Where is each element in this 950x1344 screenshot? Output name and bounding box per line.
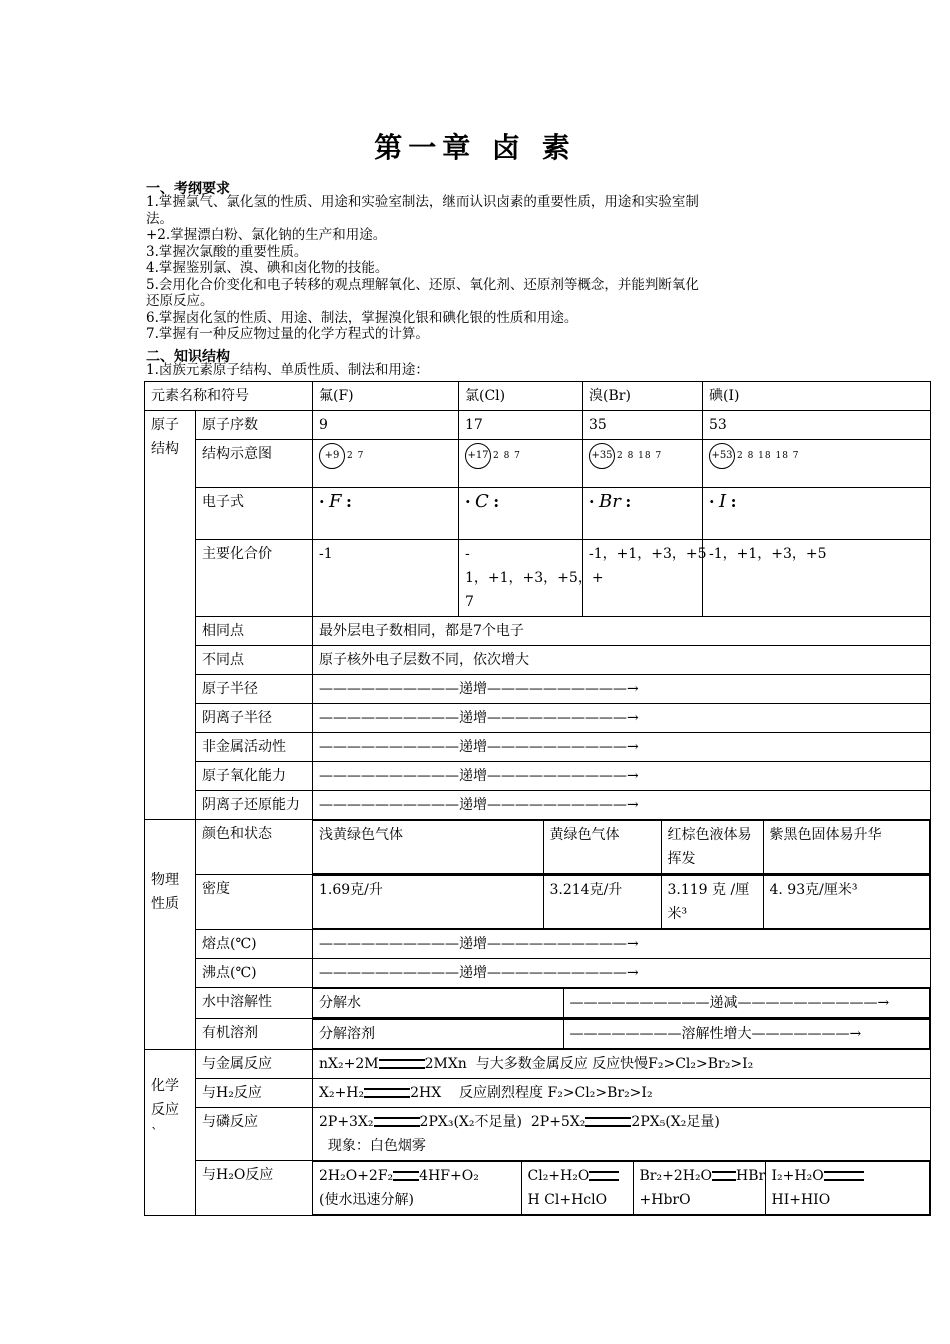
table-cell: 35: [583, 411, 703, 440]
density-row: [313, 875, 931, 930]
requirement-line: 4.掌握鉴别氯、溴、碘和卤化物的技能。: [146, 260, 389, 276]
shell-numbers: 2 7: [347, 451, 365, 461]
requirement-line: +2.掌握漂白粉、氯化钠的生产和用途。: [146, 227, 387, 243]
equation-left: X₂+H₂: [319, 1085, 365, 1101]
table-cell: - 1，+1，+3，+5，+ 7: [459, 540, 583, 617]
header-cell: 溴(Br): [583, 382, 703, 411]
color-row: [313, 820, 931, 875]
trend-arrow: ——————————递增——————————→: [313, 733, 931, 762]
nucleus-icon: +17: [465, 443, 491, 469]
table-cell: -1，+1，+3，+5: [703, 540, 931, 617]
electron-formula: · I :: [703, 488, 931, 540]
requirements-list: [146, 194, 816, 343]
table-cell: 原子核外电子层数不同，依次增大: [313, 646, 931, 675]
equation-cell: [313, 1108, 931, 1161]
header-cell: 元素名称和符号: [145, 382, 313, 411]
electron-formula: · C :: [459, 488, 583, 540]
row-label: 密度: [196, 875, 313, 930]
table-cell: 分解溶剂: [313, 1020, 563, 1049]
table-cell: 红棕色液体易挥发: [661, 821, 763, 874]
trend-arrow: ——————————递增——————————→: [313, 675, 931, 704]
nucleus-icon: +9: [319, 443, 345, 469]
electron-formula: · F :: [313, 488, 459, 540]
requirement-line: 1.掌握氯气、氯化氢的性质、用途和实验室制法，继而认识卤素的重要性质，用途和实验室制: [146, 194, 699, 210]
row-label: 电子式: [196, 488, 313, 540]
element-symbol: Br: [599, 491, 621, 512]
trend-arrow: ——————————递增——————————→: [313, 930, 931, 959]
header-cell: 氯(Cl): [459, 382, 583, 411]
table-cell: -1，+1，+3，+5: [583, 540, 703, 617]
requirement-line: 还原反应。: [146, 293, 214, 309]
equation-note: (使水迅速分解): [319, 1192, 414, 1208]
trend-arrow: ——————————递增——————————→: [313, 959, 931, 988]
table-intro: 1.卤族元素原子结构、单质性质、制法和用途：: [146, 362, 429, 378]
atom-diagram: [703, 440, 931, 488]
row-label: 相同点: [196, 617, 313, 646]
equation-cell: [633, 1162, 765, 1215]
header-cell: 氟(F): [313, 382, 459, 411]
table-cell: 9: [313, 411, 459, 440]
row-label: 原子氧化能力: [196, 762, 313, 791]
equation-cell: [313, 1079, 931, 1108]
group-label-atomic: 原子结构: [145, 411, 196, 820]
equation-right: +HbrO: [639, 1192, 691, 1208]
equation-right: 4HF+O₂: [419, 1168, 479, 1184]
equation-cell: [313, 1050, 931, 1079]
equation-left: 2P+3X₂: [319, 1114, 374, 1130]
trend-arrow: ——————————递增——————————→: [313, 791, 931, 820]
equals-sign-icon: [589, 1171, 619, 1181]
group-label-mark: `: [151, 1126, 158, 1142]
equation-right: HI+HIO: [771, 1192, 831, 1208]
row-label: 与H₂反应: [196, 1079, 313, 1108]
trend-arrow: ——————————递增——————————→: [313, 762, 931, 791]
row-label: 阴离子半径: [196, 704, 313, 733]
table-cell: 最外层电子数相同，都是7个电子: [313, 617, 931, 646]
row-label: 有机溶剂: [196, 1019, 313, 1050]
equation-left: I₂+H₂O: [771, 1168, 824, 1184]
section-heading-structure: 二、知识结构: [146, 349, 230, 365]
water-reaction-row: [313, 1161, 931, 1216]
equals-sign-icon: [712, 1171, 736, 1181]
table-cell: 紫黑色固体易升华: [763, 821, 930, 874]
shell-numbers: 2 8 7: [493, 451, 521, 461]
header-cell: 碘(I): [703, 382, 931, 411]
shell-numbers: 2 8 18 7: [617, 451, 663, 461]
equation-note: 与大多数金属反应 反应快慢F₂>Cl₂>Br₂>I₂: [475, 1056, 754, 1072]
section-heading-requirements: 一、考纲要求: [146, 181, 230, 197]
electron-formula: · Br :: [583, 488, 703, 540]
table-cell: 3.119 克 /厘米³: [661, 876, 763, 929]
group-label-text: 化学反应: [151, 1078, 179, 1118]
row-label: 颜色和状态: [196, 820, 313, 875]
requirement-line: 3.掌握次氯酸的重要性质。: [146, 243, 308, 260]
equation-cell: [521, 1162, 633, 1215]
equation-cell: [313, 1162, 521, 1215]
equation-left: Cl₂+H₂O: [527, 1168, 590, 1184]
equation-left: 2H₂O+2F₂: [319, 1168, 394, 1184]
row-label: 结构示意图: [196, 440, 313, 488]
row-label: 主要化合价: [196, 540, 313, 617]
table-cell: 53: [703, 411, 931, 440]
equation-right: HBr: [736, 1168, 766, 1184]
group-label-physical: 物理性质: [145, 820, 196, 1050]
equals-sign-icon: [379, 1059, 425, 1069]
table-cell: 4. 93克/厘米³: [763, 876, 930, 929]
row-label: 阴离子还原能力: [196, 791, 313, 820]
trend-arrow: ————————溶解性增大———————→: [563, 1020, 930, 1049]
atom-diagram: [459, 440, 583, 488]
equals-sign-icon: [824, 1171, 864, 1181]
equals-sign-icon: [364, 1088, 410, 1098]
row-label: 不同点: [196, 646, 313, 675]
equals-sign-icon: [585, 1117, 631, 1127]
equation-left: 2P+5X₂: [530, 1114, 586, 1130]
trend-arrow: ——————————递减——————————→: [563, 989, 930, 1018]
requirement-line: 5.会用化合价变化和电子转移的观点理解氧化、还原、氧化剂、还原剂等概念，并能判断氧化: [146, 276, 699, 293]
phenomenon-text: 现象：白色烟雾: [327, 1138, 426, 1154]
table-cell: 1.69克/升: [313, 876, 543, 929]
halogen-table: [144, 381, 931, 1216]
row-label: 与磷反应: [196, 1108, 313, 1161]
row-label: 熔点(℃): [196, 930, 313, 959]
equation-left: Br₂+2H₂O: [639, 1168, 713, 1184]
row-label: 与H₂O反应: [196, 1161, 313, 1216]
table-cell: 3.214克/升: [543, 876, 661, 929]
row-label: 原子序数: [196, 411, 313, 440]
equals-sign-icon: [374, 1117, 420, 1127]
equation-right: 2PX₃(X₂不足量): [419, 1114, 522, 1130]
atom-diagram: [583, 440, 703, 488]
equals-sign-icon: [393, 1171, 419, 1181]
equation-cell: [765, 1162, 930, 1215]
row-label: 原子半径: [196, 675, 313, 704]
group-label-chemical: [145, 1050, 196, 1216]
nucleus-icon: +35: [589, 443, 615, 469]
table-header-row: [145, 382, 931, 411]
water-row: [313, 988, 931, 1019]
table-cell: 分解水: [313, 989, 563, 1018]
table-cell: 17: [459, 411, 583, 440]
shell-numbers: 2 8 18 18 7: [737, 451, 800, 461]
row-label: 水中溶解性: [196, 988, 313, 1019]
trend-arrow: ——————————递增——————————→: [313, 704, 931, 733]
element-symbol: I: [719, 491, 727, 512]
table-cell: 黄绿色气体: [543, 821, 661, 874]
requirement-line: 7.掌握有一种反应物过量的化学方程式的计算。: [146, 326, 429, 342]
table-cell: -1: [313, 540, 459, 617]
nucleus-icon: +53: [709, 443, 735, 469]
equation-right: 2PX₅(X₂足量): [631, 1114, 720, 1130]
requirement-line: 6.掌握卤化氢的性质、用途、制法，掌握溴化银和碘化银的性质和用途。: [146, 309, 578, 326]
element-symbol: C: [475, 491, 489, 512]
page-title: 第一章 卤 素: [374, 131, 576, 164]
table-cell: 浅黄绿色气体: [313, 821, 543, 874]
row-label: 沸点(℃): [196, 959, 313, 988]
equation-note: 反应剧烈程度 F₂>Cl₂>Br₂>I₂: [459, 1085, 653, 1101]
equation-right: 2MXn: [424, 1056, 467, 1072]
requirement-line: 法。: [146, 210, 173, 227]
row-label: 与金属反应: [196, 1050, 313, 1079]
equation-left: nX₂+2M: [319, 1056, 379, 1072]
equation-right: H Cl+HclO: [527, 1192, 608, 1208]
equation-right: 2HX: [410, 1085, 442, 1101]
row-label: 非金属活动性: [196, 733, 313, 762]
element-symbol: F: [329, 491, 342, 512]
organic-row: [313, 1019, 931, 1050]
atom-diagram: [313, 440, 459, 488]
